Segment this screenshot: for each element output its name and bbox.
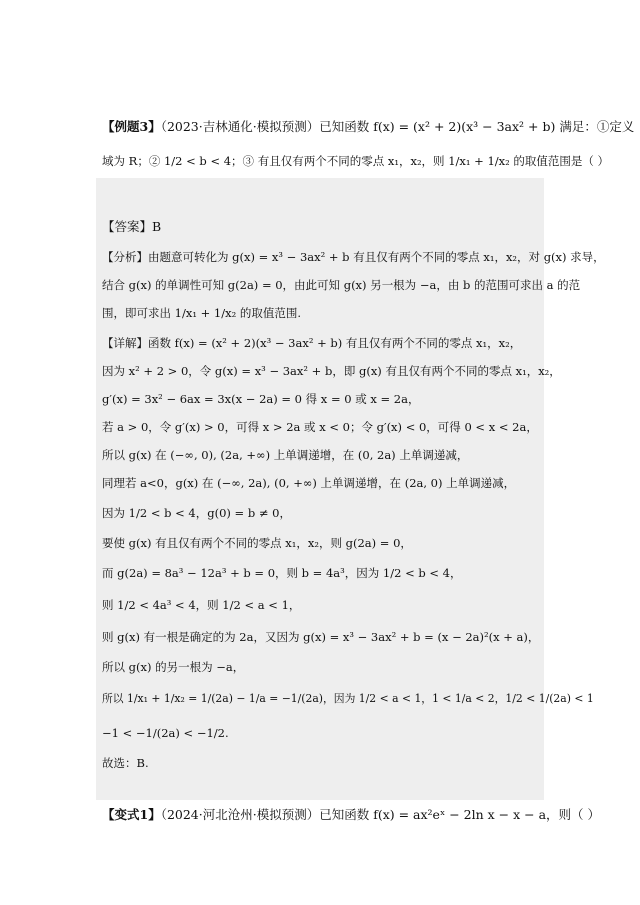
detail-line-9: 而 g(2a) = 8a³ − 12a³ + b = 0，则 b = 4a³，因为 1/2 < b < 4，: [102, 566, 462, 580]
example-line-1: [102, 118, 634, 136]
analysis-line-3: 围，即可求出 1/x₁ + 1/x₂ 的取值范围.: [102, 306, 301, 320]
example-stem-2: 域为 R；② 1/2 < b < 4；③ 有且仅有两个不同的零点 x₁，x₂，则 1/x₁ + 1/x₂ 的取值范围是（ ）: [102, 154, 610, 168]
detail-line-13: 所以 1/x₁ + 1/x₂ = 1/(2a) − 1/a = −1/(2a)，因为 1/2 < a < 1，1 < 1/a < 2，1/2 < 1/(2a) < 1: [102, 692, 594, 705]
detail-line-5: 所以 g(x) 在 (−∞, 0), (2a, +∞) 上单调递增，在 (0, 2a) 上单调递减，: [102, 448, 469, 462]
detail-line-2: 因为 x² + 2 > 0，令 g(x) = x³ − 3ax² + b，即 g(x) 有且仅有两个不同的零点 x₁，x₂，: [102, 364, 561, 378]
analysis-line-2: 结合 g(x) 的单调性可知 g(2a) = 0，由此可知 g(x) 另一根为 −a，由 b 的范围可求出 a 的范: [102, 278, 581, 292]
example-source: （2023·吉林通化·模拟预测）: [160, 119, 320, 134]
answer-line: 【答案】B: [102, 219, 162, 234]
variant-stem: 已知函数 f(x) = ax²eˣ − 2ln x − x − a，则（ ）: [319, 807, 601, 822]
detail-line-6: 同理若 a<0，g(x) 在 (−∞, 2a), (0, +∞) 上单调递增，在 (2a, 0) 上单调递减，: [102, 476, 516, 490]
analysis-line-1: 【分析】由题意可转化为 g(x) = x³ − 3ax² + b 有且仅有两个不同的零点 x₁，x₂，对 g(x) 求导，: [102, 250, 605, 264]
detail-line-7: 因为 1/2 < b < 4，g(0) = b ≠ 0，: [102, 506, 291, 520]
example-stem-1: 已知函数 f(x) = (x² + 2)(x³ − 3ax² + b) 满足：①定义: [319, 119, 635, 134]
detail-line-12: 所以 g(x) 的另一根为 −a，: [102, 660, 245, 674]
detail-line-4: 若 a > 0，令 g′(x) > 0，可得 x > 2a 或 x < 0；令 g′(x) < 0，可得 0 < x < 2a，: [102, 420, 538, 434]
detail-line-1: 【详解】函数 f(x) = (x² + 2)(x³ − 3ax² + b) 有且仅有两个不同的零点 x₁，x₂，: [102, 336, 522, 350]
detail-line-10: 则 1/2 < 4a³ < 4，则 1/2 < a < 1，: [102, 598, 301, 612]
detail-line-15: 故选：B.: [102, 756, 149, 770]
example-tag: 【例题3】: [102, 119, 161, 134]
detail-line-3: g′(x) = 3x² − 6ax = 3x(x − 2a) = 0 得 x = 0 或 x = 2a，: [102, 392, 420, 406]
variant-tag: 【变式1】: [102, 807, 161, 822]
variant-line: [102, 806, 600, 824]
detail-line-11: 则 g(x) 有一根是确定的为 2a，又因为 g(x) = x³ − 3ax² + b = (x − 2a)²(x + a)，: [102, 630, 540, 644]
detail-line-14: −1 < −1/(2a) < −1/2.: [102, 726, 229, 740]
variant-source: （2024·河北沧州·模拟预测）: [160, 807, 320, 822]
detail-line-8: 要使 g(x) 有且仅有两个不同的零点 x₁，x₂，则 g(2a) = 0，: [102, 536, 412, 550]
